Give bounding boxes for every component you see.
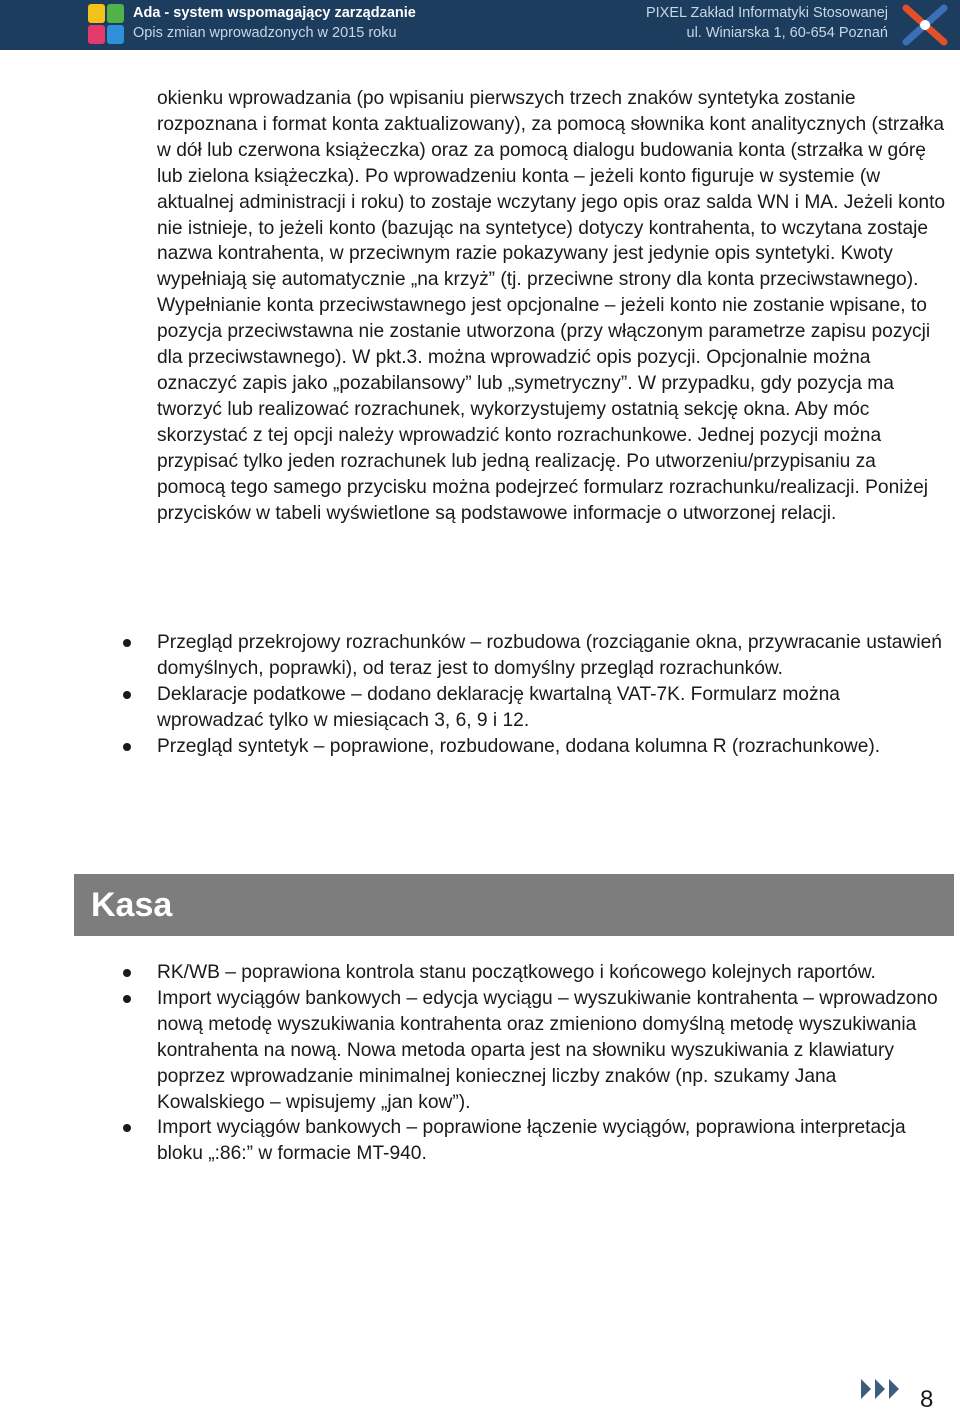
pixel-logo-icon: [900, 2, 950, 48]
bullet-icon: [123, 639, 131, 647]
section-title: Kasa: [91, 886, 173, 924]
bullet-icon: [123, 691, 131, 699]
kasa-changes-list: [0, 960, 960, 1167]
list-item-text: Przegląd syntetyk – poprawione, rozbudowane, dodana kolumna R (rozrachunkowe).: [157, 735, 881, 757]
list-item-text: Import wyciągów bankowych – edycja wyciągu – wyszukiwanie kontrahenta – wprowadzono nową metodę wyszukiwania kontrahenta oraz zmieniono domyślną metodę wyszukiwania kontrahenta na nową. Nowa metoda oparta jest na słowniku wyszukiwania z klawiatury poprzez wprowadzanie minimalnej koniecznej liczby znaków (np. szukamy Jana Kowalskiego – wpisujemy „jan kow”).: [157, 987, 938, 1113]
header-title: Ada - system wspomagający zarządzanie: [133, 5, 416, 21]
list-item-text: Deklaracje podatkowe – dodano deklarację kwartalną VAT-7K. Formularz można wprowadzać tylko w miesiącach 3, 6, 9 i 12.: [157, 683, 840, 731]
header-subtitle: Opis zmian wprowadzonych w 2015 roku: [133, 25, 397, 41]
list-item: [0, 630, 947, 682]
changes-list: [0, 630, 960, 760]
section-header-kasa: [74, 874, 954, 936]
header-left-block: [133, 3, 416, 43]
bullet-icon: [123, 969, 131, 977]
list-item-text: Przegląd przekrojowy rozrachunków – rozbudowa (rozciąganie okna, przywracanie ustawień domyślnych, poprawki), od teraz jest to domyślny przegląd rozrachunków.: [157, 632, 942, 679]
bullet-icon: [123, 743, 131, 751]
header-company: PIXEL Zakład Informatyki Stosowanej: [645, 5, 888, 21]
list-item-text: RK/WB – poprawiona kontrola stanu początkowego i końcowego kolejnych raportów.: [157, 962, 876, 983]
header-address: ul. Winiarska 1, 60-654 Poznań: [686, 25, 888, 41]
header-right-block: [646, 3, 888, 43]
list-item: [0, 1115, 947, 1167]
list-item: [0, 960, 947, 986]
bullet-icon: [123, 995, 131, 1003]
list-item: [0, 986, 947, 1116]
intro-paragraph: okienku wprowadzania (po wpisaniu pierwszych trzech znaków syntetyka zostanie rozpoznana i format konta zaktualizowany), za pomocą słownika kont analitycznych (strzałka w dół lub czerwona książeczka) oraz za pomocą dialogu budowania konta (strzałka w górę lub zielona książeczka). Po wprowadzeniu konta – jeżeli konto figuruje w systemie (w aktualnej administracji i roku) to zostaje wczytany jego opis oraz salda WN i MA. Jeżeli konto nie istnieje, to jeżeli konto (bazując na syntetyce) dotyczy kontrahenta, to wczytana zostaje nazwa kontrahenta, w przeciwnym razie pokazywany jest jedynie opis syntetyki. Kwoty wypełniają się automatycznie „na krzyż” (tj. przeciwne strony dla konta przeciwstawnego). Wypełnianie konta przeciwstawnego jest opcjonalne – jeżeli konto nie zostanie wpisane, to pozycja przeciwstawna nie zostanie utworzona (przy włączonym parametrze zapisu pozycji dla przeciwstawnego). W pkt.3. można wprowadzić opis pozycji. Opcjonalnie można oznaczyć zapis jako „pozabilansowy” lub „symetryczny”. W przypadku, gdy pozycja ma tworzyć lub realizować rozrachunek, wykorzystujemy ostatnią sekcję okna. Aby móc skorzystać z tej opcji należy wprowadzić konto rozrachunkowe. Jednej pozycji można przypisać tylko jeden rozrachunek lub jedną realizację. Po utworzeniu/przypisaniu za pomocą tego samego przycisku można podejrzeć formularz rozrachunku/realizacji. Poniżej przycisków w tabeli wyświetlone są podstawowe informacje o utworzonej relacji.: [157, 88, 946, 524]
list-item-text: Import wyciągów bankowych – poprawione łączenie wyciągów, poprawiona interpretacja bloku „:86:” w formacie MT-940.: [157, 1117, 906, 1165]
list-item: [0, 734, 947, 760]
bullet-icon: [123, 1124, 131, 1132]
ada-logo-icon: [86, 2, 126, 46]
page-header: [0, 0, 960, 50]
list-item: [0, 682, 947, 734]
next-page-arrow-icon: [857, 1376, 913, 1402]
page-number: 8: [920, 1386, 934, 1413]
